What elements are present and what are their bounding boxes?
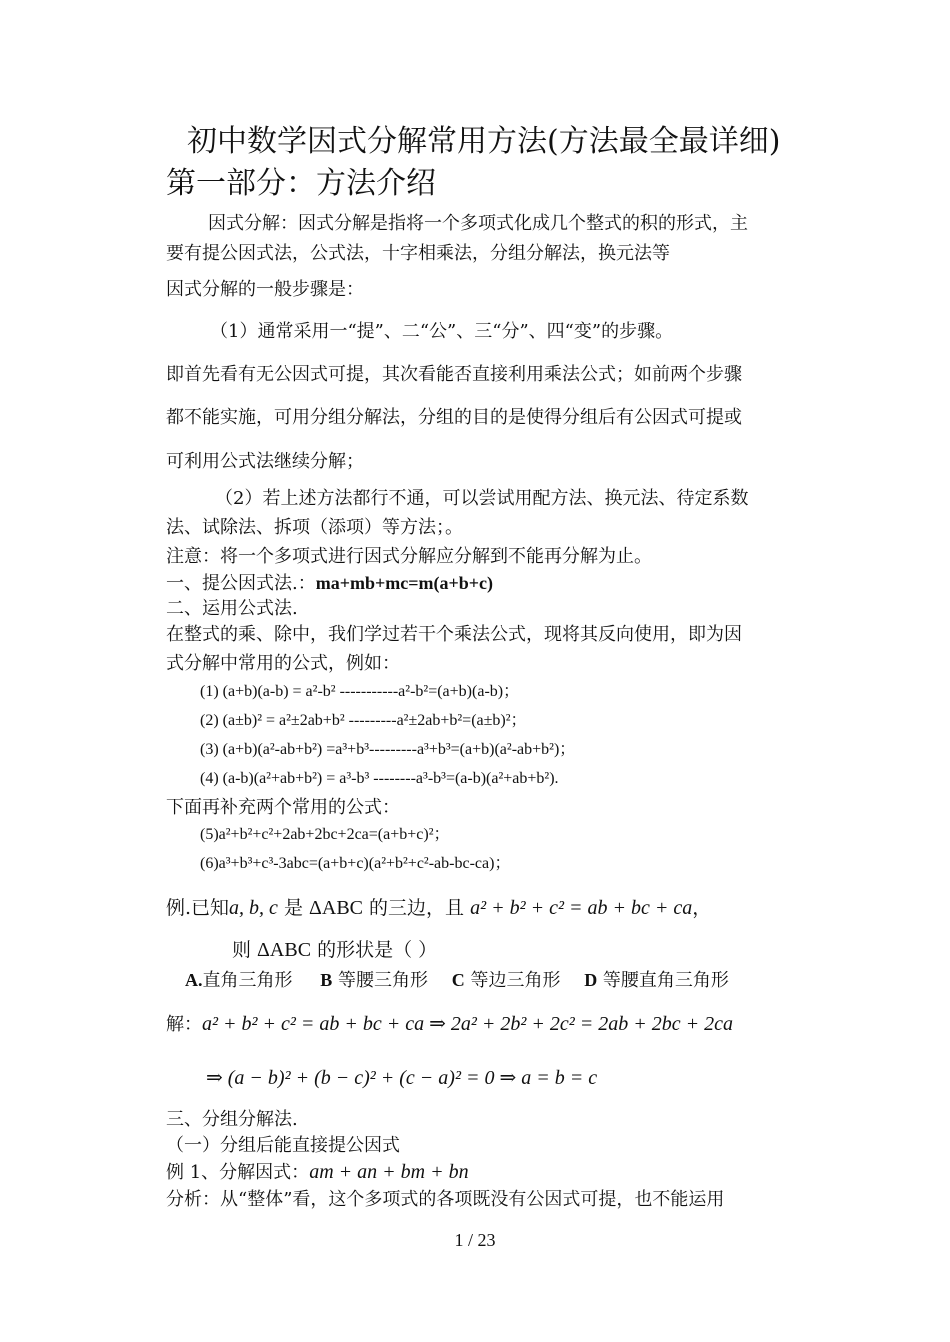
paragraph-line: 可利用公式法继续分解； [166,451,364,472]
paragraph-line: （2）若上述方法都行不通，可以尝试用配方法、换元法、待定系数 [215,488,749,509]
paragraph-line: 法、试除法、拆项（添项）等方法；。 [166,517,463,538]
paragraph-line: （1）通常采用一“提”、二“公”、三“分”、四“变”的步骤。 [210,321,674,342]
paragraph-line: 在整式的乘、除中，我们学过若干个乘法公式，现将其反向使用，即为因 [166,624,742,645]
method-3-heading: 三、分组分解法. [166,1109,298,1130]
formula-line: (3) (a+b)(a²-ab+b²) =a³+b³---------a³+b³=(a+b)(a²-ab+b²)； [200,741,576,758]
paragraph-line: 因式分解：因式分解是指将一个多项式化成几个整式的积的形式，主 [208,213,748,234]
method-1-heading: 一、提公因式法.：ma+mb+mc=m(a+b+c) [166,573,493,594]
paragraph-line: 式分解中常用的公式，例如： [166,653,400,674]
formula-line: (1) (a+b)(a-b) = a²-b² -----------a²-b²=(a+b)(a-b)； [200,683,520,700]
method-1-formula: ma+mb+mc=m(a+b+c) [315,573,493,593]
formula-line: (4) (a-b)(a²+ab+b²) = a³-b³ --------a³-b³=(a-b)(a²+ab+b²). [200,770,559,787]
formula-line: (2) (a±b)² = a²±2ab+b² ---------a²±2ab+b²=(a±b)²； [200,712,527,729]
paragraph-line: 要有提公因式法，公式法，十字相乘法，分组分解法，换元法等 [166,243,670,264]
solution-line: 解：a² + b² + c² = ab + bc + ca ⇒ 2a² + 2b² + 2c² = 2ab + 2bc + 2ca [166,1013,733,1035]
paragraph-line: 下面再补充两个常用的公式： [166,797,400,818]
paragraph-line: 即首先看有无公因式可提，其次看能否直接利用乘法公式；如前两个步骤 [166,364,742,385]
example-line: 例 1、分解因式：am + an + bm + bn [166,1161,469,1183]
section-heading: 第一部分：方法介绍 [166,166,436,201]
note-line: 注意：将一个多项式进行因式分解应分解到不能再分解为止。 [166,546,652,567]
paragraph-line: 因式分解的一般步骤是： [166,279,364,300]
answer-options: A.直角三角形 B 等腰三角形 C 等边三角形 D 等腰直角三角形 [185,970,729,991]
formula-line: (5)a²+b²+c²+2ab+2bc+2ca=(a+b+c)²； [200,826,450,843]
formula-line: (6)a³+b³+c³-3abc=(a+b+c)(a²+b²+c²-ab-bc-ca)； [200,855,511,872]
document-title: 初中数学因式分解常用方法(方法最全最详细) [187,124,781,159]
paragraph-line: 分析：从“整体”看，这个多项式的各项既没有公因式可提，也不能运用 [166,1189,725,1210]
page-number: 1 / 23 [454,1230,496,1250]
example-question: 则 ΔABC 的形状是（ ） [232,939,438,961]
solution-line: ⇒ (a − b)² + (b − c)² + (c − a)² = 0 ⇒ a = b = c [206,1067,598,1089]
subsection-heading: （一）分组后能直接提公因式 [166,1135,400,1156]
paragraph-line: 都不能实施，可用分组分解法，分组的目的是使得分组后有公因式可提或 [166,407,742,428]
example-line: 例.已知a, b, c 是 ΔABC 的三边，且 a² + b² + c² = ab + bc + ca， [166,897,712,919]
method-2-heading: 二、运用公式法. [166,598,298,619]
